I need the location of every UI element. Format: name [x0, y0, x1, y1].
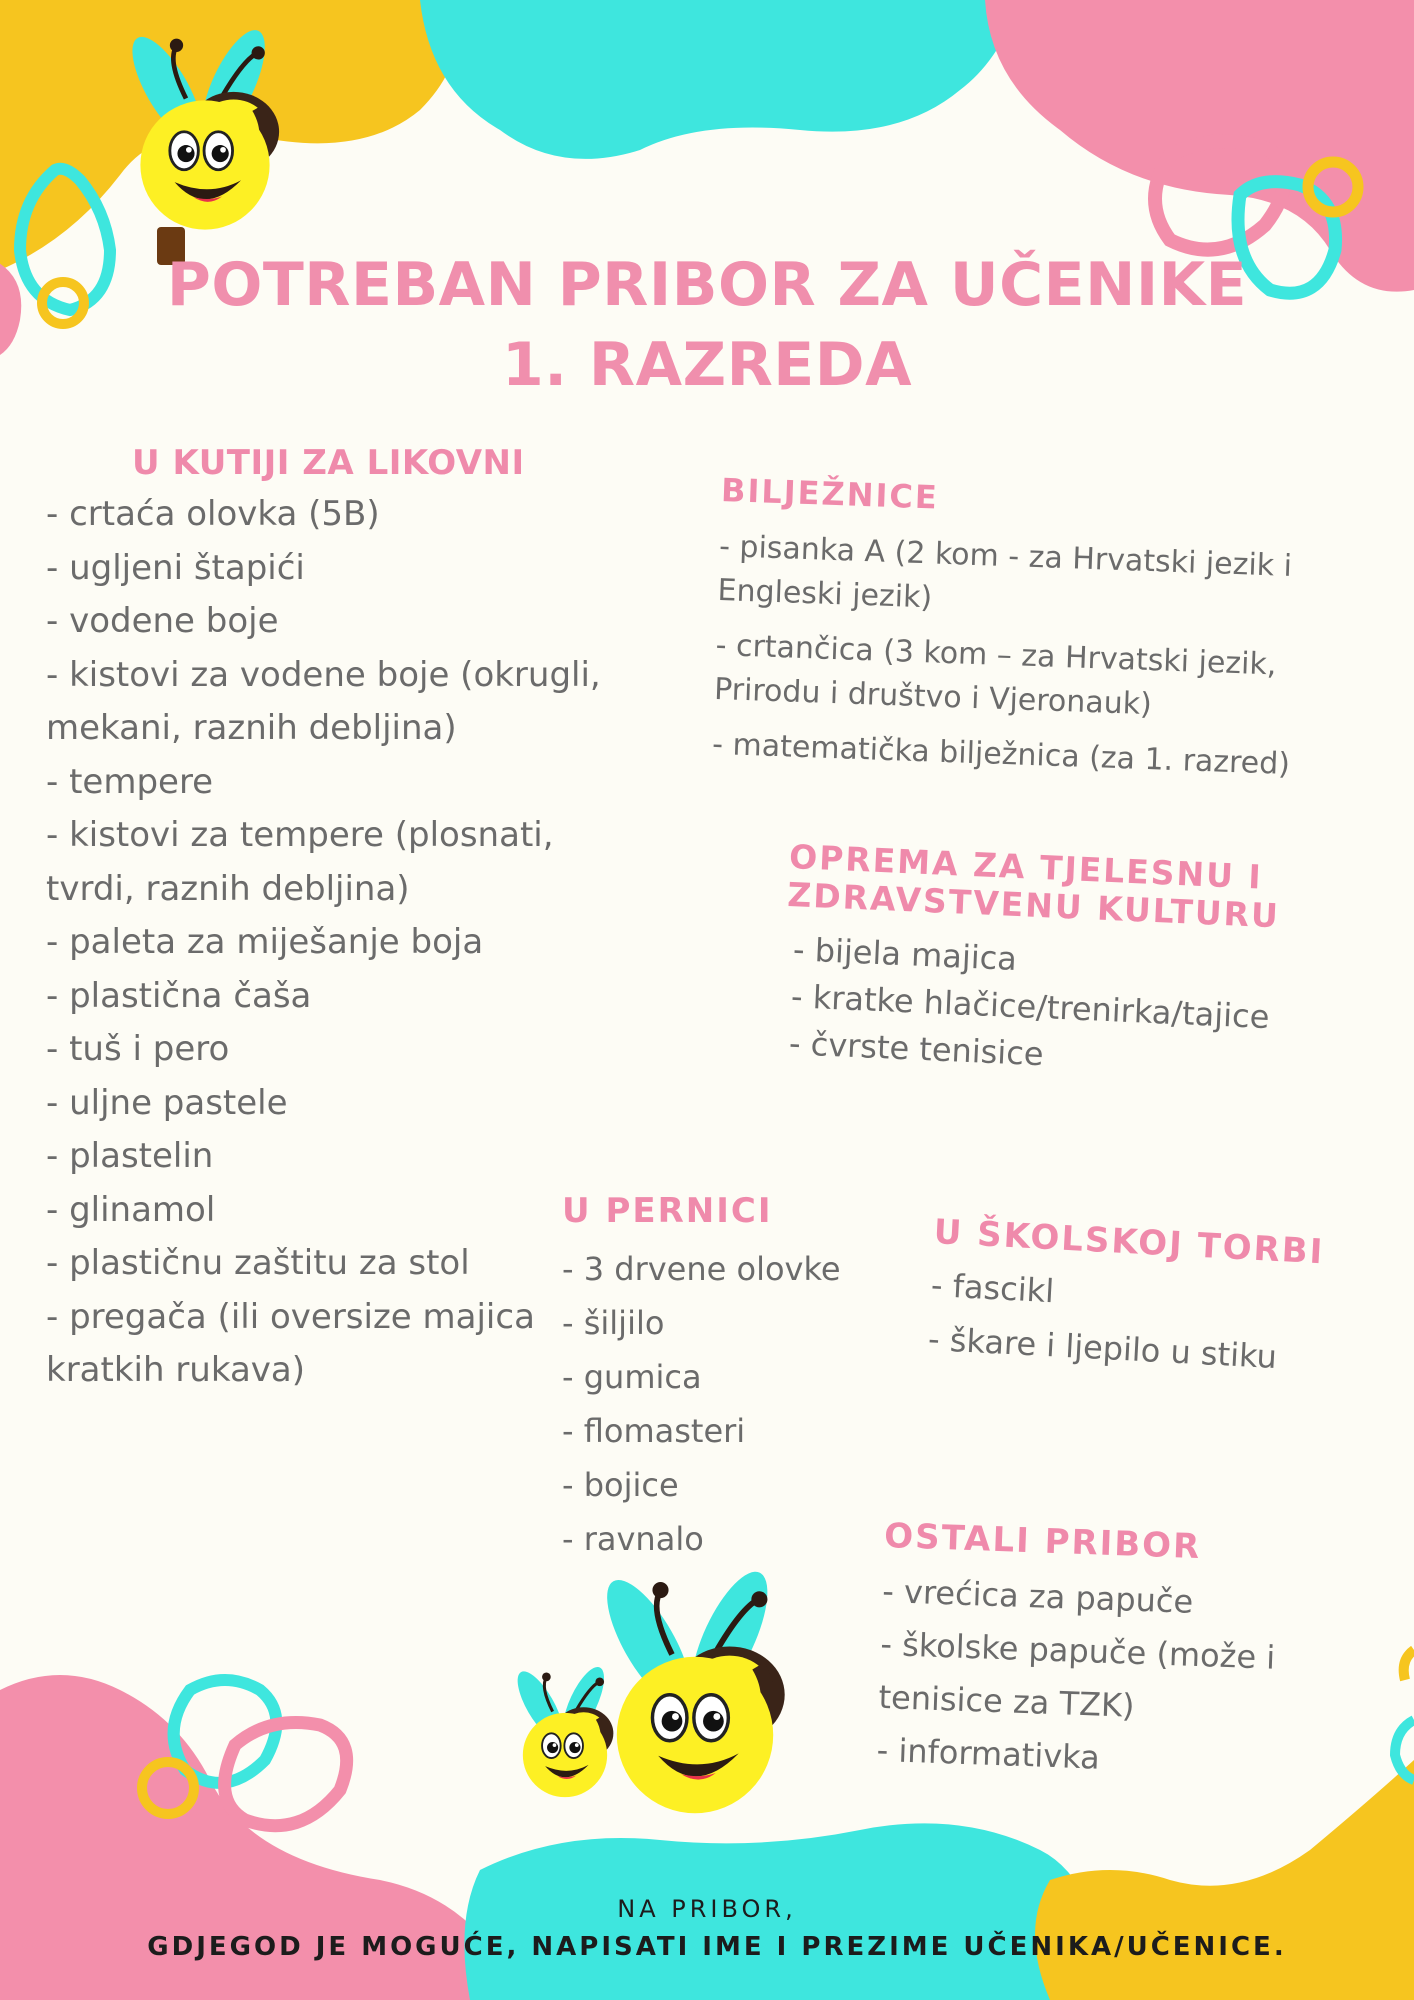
section-pernica [562, 1190, 902, 1566]
list-item: - škare i ljepilo u stiku [927, 1319, 1278, 1377]
list-item: - gumica [562, 1358, 702, 1396]
section-heading-pernica: U PERNICI [562, 1191, 773, 1231]
page-title-line2: 1. RAZREDA [502, 330, 912, 400]
list-likovni [46, 488, 606, 1398]
list-item: - plastična čaša [46, 975, 312, 1016]
section-tzk [780, 838, 1349, 1091]
list-item: - crtančica (3 kom – za Hrvatski jezik, Prirodu i društvo i Vjeronauk) [713, 627, 1277, 723]
section-torba [927, 1210, 1375, 1389]
page-title [0, 245, 1414, 405]
list-item: - kistovi za vodene boje (okrugli, mekani, raznih debljina) [46, 654, 601, 748]
list-item: - informativka [876, 1730, 1101, 1777]
list-item: - plastelin [46, 1136, 214, 1176]
section-heading-tzk: OPREMA ZA TJELESNU I ZDRAVSTVENU KULTURU [786, 837, 1281, 936]
list-item: - crtaća olovka (5B) [46, 494, 380, 534]
list-item: - 3 drvene olovke [562, 1250, 841, 1288]
list-item: - flomasteri [562, 1412, 746, 1450]
list-pernica [562, 1242, 902, 1566]
bee-mascot-icon [591, 1562, 784, 1813]
list-item: - matematička bilježnica (za 1. razred) [711, 726, 1291, 782]
list-item: - paleta za miješanje boja [46, 922, 484, 962]
list-item: - uljne pastele [46, 1082, 288, 1123]
list-item: - vrećica za papuče [881, 1571, 1194, 1621]
section-biljeznice [711, 465, 1362, 800]
list-torba [927, 1258, 1372, 1389]
section-heading-ostali: OSTALI PRIBOR [883, 1515, 1202, 1568]
list-item: - fascikl [930, 1265, 1056, 1311]
list-item: - kistovi za tempere (plosnati, tvrdi, raznih debljina) [46, 815, 554, 909]
section-heading-likovni: U KUTIJI ZA LIKOVNI [132, 443, 525, 483]
list-item: - vodene boje [46, 601, 279, 641]
list-item: - šiljilo [562, 1304, 665, 1342]
section-heading-biljeznice: BILJEŽNICE [720, 470, 940, 517]
list-item: - tempere [46, 761, 214, 802]
list-item: - bojice [562, 1466, 679, 1504]
list-item: - kratke hlačice/trenirka/tajice [790, 977, 1271, 1037]
list-item: - plastičnu zaštitu za stol [46, 1243, 470, 1283]
footer-note-line2: GDJEGOD JE MOGUĆE, NAPISATI IME I PREZIME UČENIKA/UČENICE. [147, 1932, 1287, 1962]
footer-note-line1: NA PRIBOR, [617, 1895, 797, 1923]
section-likovni [46, 438, 606, 1398]
list-item: - pisanka A (2 kom - za Hrvatski jezik i Engleski jezik) [717, 528, 1293, 616]
page-title-line1: POTREBAN PRIBOR ZA UČENIKE [166, 250, 1248, 320]
list-biljeznice [711, 525, 1359, 789]
list-item: - glinamol [46, 1189, 216, 1230]
list-item: - ravnalo [562, 1520, 704, 1558]
list-tzk [780, 926, 1346, 1091]
list-item: - školske papuče (može i tenisice za TZK) [877, 1624, 1276, 1725]
list-ostali [876, 1565, 1343, 1793]
list-item: - pregača (ili oversize majica kratkih rukava) [46, 1296, 535, 1390]
list-item: - tuš i pero [46, 1029, 230, 1069]
list-item: - čvrste tenisice [788, 1024, 1045, 1074]
section-heading-torba: U ŠKOLSKOJ TORBI [932, 1211, 1326, 1273]
list-item: - ugljeni štapići [46, 547, 305, 588]
section-ostali [876, 1515, 1345, 1793]
bee-mascot-icon [509, 1662, 613, 1797]
list-item: - bijela majica [792, 930, 1018, 978]
